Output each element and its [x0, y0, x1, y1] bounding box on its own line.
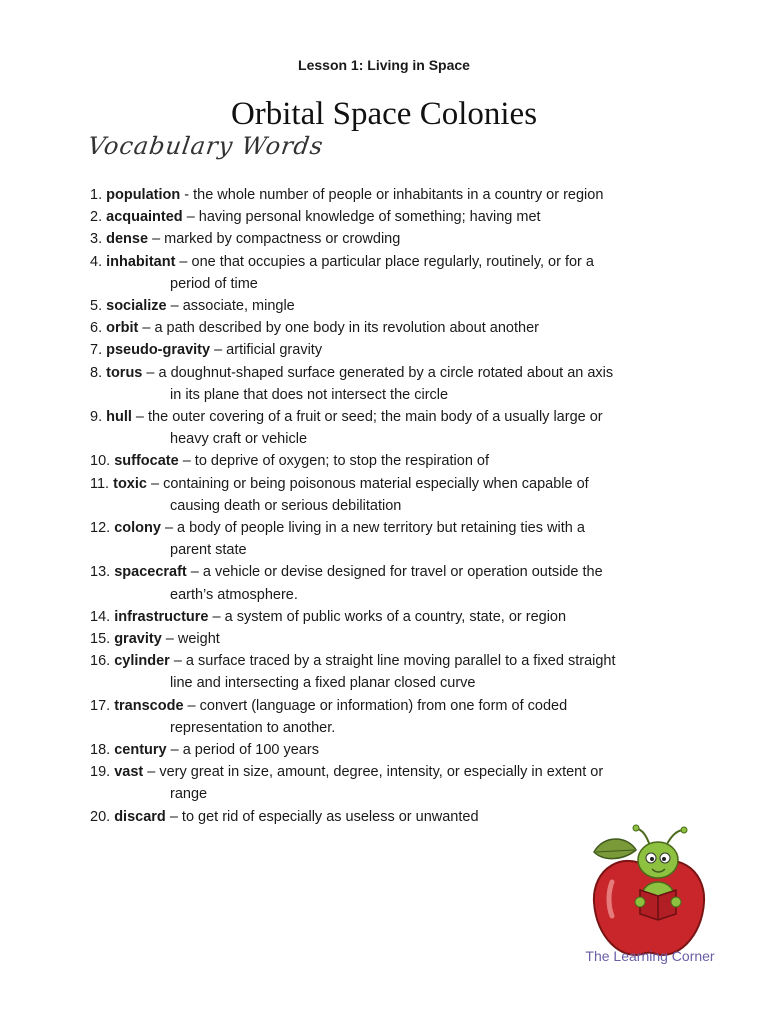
vocab-number: 20. [90, 808, 111, 825]
vocab-number: 1. [90, 187, 103, 203]
vocab-definition-continued: period of time [170, 275, 258, 292]
vocab-item-line [90, 561, 730, 583]
vocab-number: 8. [90, 364, 103, 381]
vocab-item [90, 561, 730, 605]
vocab-number: 9. [90, 409, 103, 426]
vocab-term: toxic [113, 475, 147, 492]
vocab-number: 13. [90, 564, 111, 581]
vocab-definition: – a system of public works of a country, state, or region [208, 608, 567, 625]
vocab-term: vast [114, 764, 144, 781]
vocab-definition-continued: in its plane that does not intersect the circle [170, 386, 449, 403]
vocab-item [90, 473, 730, 517]
vocab-term: pseudo-gravity [106, 342, 211, 359]
vocab-term: socialize [106, 298, 167, 315]
vocab-item [90, 606, 730, 628]
vocab-item-line [90, 362, 730, 384]
vocab-definition: – marked by compactness or crowding [148, 231, 401, 248]
vocab-term: colony [114, 520, 161, 537]
page-title: Orbital Space Colonies [230, 96, 538, 132]
vocab-term: cylinder [114, 653, 170, 670]
vocab-item-line [90, 317, 730, 339]
vocab-number: 7. [90, 342, 103, 359]
vocab-item-line [90, 295, 730, 317]
vocab-term: infrastructure [114, 608, 209, 625]
logo-caption: The Learning Corner [585, 948, 715, 964]
vocab-item [90, 517, 730, 561]
vocab-definition-continued: range [170, 786, 208, 803]
vocabulary-heading: Vocabulary Words [86, 132, 326, 160]
vocab-item-line [90, 628, 730, 650]
vocab-item-line [90, 206, 730, 228]
vocab-definition: – a surface traced by a straight line moving parallel to a fixed straight [169, 653, 616, 670]
vocab-definition: – associate, mingle [166, 298, 295, 315]
vocab-definition-continued: earth’s atmosphere. [170, 586, 298, 603]
vocab-term: acquainted [106, 209, 183, 226]
vocab-item-line [90, 228, 730, 250]
vocab-number: 2. [90, 209, 103, 226]
vocab-term: inhabitant [106, 253, 176, 270]
vocab-item-line [90, 184, 730, 206]
vocab-item-line [90, 450, 730, 472]
vocab-item-line [90, 517, 730, 539]
vocab-item [90, 450, 730, 472]
lesson-label: Lesson 1: Living in Space [298, 57, 470, 73]
vocab-definition: – a vehicle or devise designed for travel or operation outside the [186, 564, 603, 581]
vocab-definition: – the outer covering of a fruit or seed; the main body of a usually large or [131, 409, 603, 426]
vocab-term: century [114, 742, 167, 759]
vocab-item [90, 295, 730, 317]
vocab-definition: – to get rid of especially as useless or unwanted [165, 808, 479, 825]
vocab-item-line [90, 339, 730, 361]
vocab-definition: – a path described by one body in its revolution about another [138, 320, 539, 337]
vocab-number: 4. [90, 253, 103, 270]
vocab-item [90, 739, 730, 761]
vocab-number: 3. [90, 231, 103, 248]
vocab-item-line [90, 406, 730, 428]
vocab-item [90, 184, 730, 206]
vocab-item-line [90, 650, 730, 672]
vocab-item [90, 695, 730, 739]
vocab-item-line [90, 473, 730, 495]
vocab-definition-continued: representation to another. [170, 719, 336, 736]
vocab-number: 15. [90, 631, 111, 648]
vocab-definition-continued: line and intersecting a fixed planar closed curve [170, 675, 476, 692]
vocab-item [90, 362, 730, 406]
vocab-term: gravity [114, 631, 162, 648]
vocab-item [90, 251, 730, 295]
vocab-term: discard [114, 808, 166, 825]
vocab-item [90, 206, 730, 228]
vocab-term: suffocate [114, 453, 179, 470]
vocab-definition: – a doughnut-shaped surface generated by a circle rotated about an axis [142, 364, 614, 381]
vocab-definition-continued: parent state [170, 542, 247, 559]
vocab-number: 10. [90, 453, 111, 470]
vocab-term: transcode [114, 697, 184, 714]
vocab-number: 6. [90, 320, 103, 337]
vocab-number: 18. [90, 742, 111, 759]
vocab-definition: – having personal knowledge of something; having met [182, 209, 541, 226]
vocabulary-list [90, 184, 730, 828]
vocab-item [90, 228, 730, 250]
vocab-definition: – one that occupies a particular place regularly, routinely, or for a [175, 253, 594, 270]
vocab-item [90, 761, 730, 805]
vocab-term: torus [106, 364, 143, 381]
vocab-number: 12. [90, 520, 111, 537]
vocab-item-line [90, 251, 730, 273]
vocab-definition: – a body of people living in a new territory but retaining ties with a [160, 520, 585, 537]
vocab-definition: – very great in size, amount, degree, intensity, or especially in extent or [143, 764, 604, 781]
vocab-definition: – convert (language or information) from one form of coded [183, 697, 568, 714]
vocab-term: spacecraft [114, 564, 187, 581]
vocab-number: 19. [90, 764, 111, 781]
vocab-number: 17. [90, 697, 111, 714]
vocab-number: 14. [90, 608, 111, 625]
vocab-definition: – artificial gravity [210, 342, 323, 359]
vocab-number: 11. [90, 475, 110, 492]
vocab-item-line [90, 761, 730, 783]
vocab-item [90, 406, 730, 450]
vocab-item-line [90, 739, 730, 761]
vocab-item [90, 339, 730, 361]
vocab-item-line [90, 695, 730, 717]
vocab-definition-continued: causing death or serious debilitation [170, 497, 402, 514]
vocab-item [90, 628, 730, 650]
vocab-definition: – to deprive of oxygen; to stop the respiration of [178, 453, 489, 470]
vocab-item-line [90, 606, 730, 628]
vocab-number: 16. [90, 653, 111, 670]
vocab-item [90, 650, 730, 694]
vocab-term: dense [106, 231, 149, 248]
vocab-term: orbit [106, 320, 139, 337]
vocab-number: 5. [90, 298, 103, 315]
vocab-term: hull [106, 409, 132, 426]
vocab-definition: - the whole number of people or inhabitants in a country or region [180, 187, 604, 203]
vocab-definition: – containing or being poisonous material especially when capable of [146, 475, 589, 492]
vocab-definition: – a period of 100 years [166, 742, 319, 759]
vocab-definition: – weight [161, 631, 220, 648]
vocab-term: population [106, 187, 181, 203]
vocab-definition-continued: heavy craft or vehicle [170, 431, 308, 448]
vocab-item [90, 317, 730, 339]
